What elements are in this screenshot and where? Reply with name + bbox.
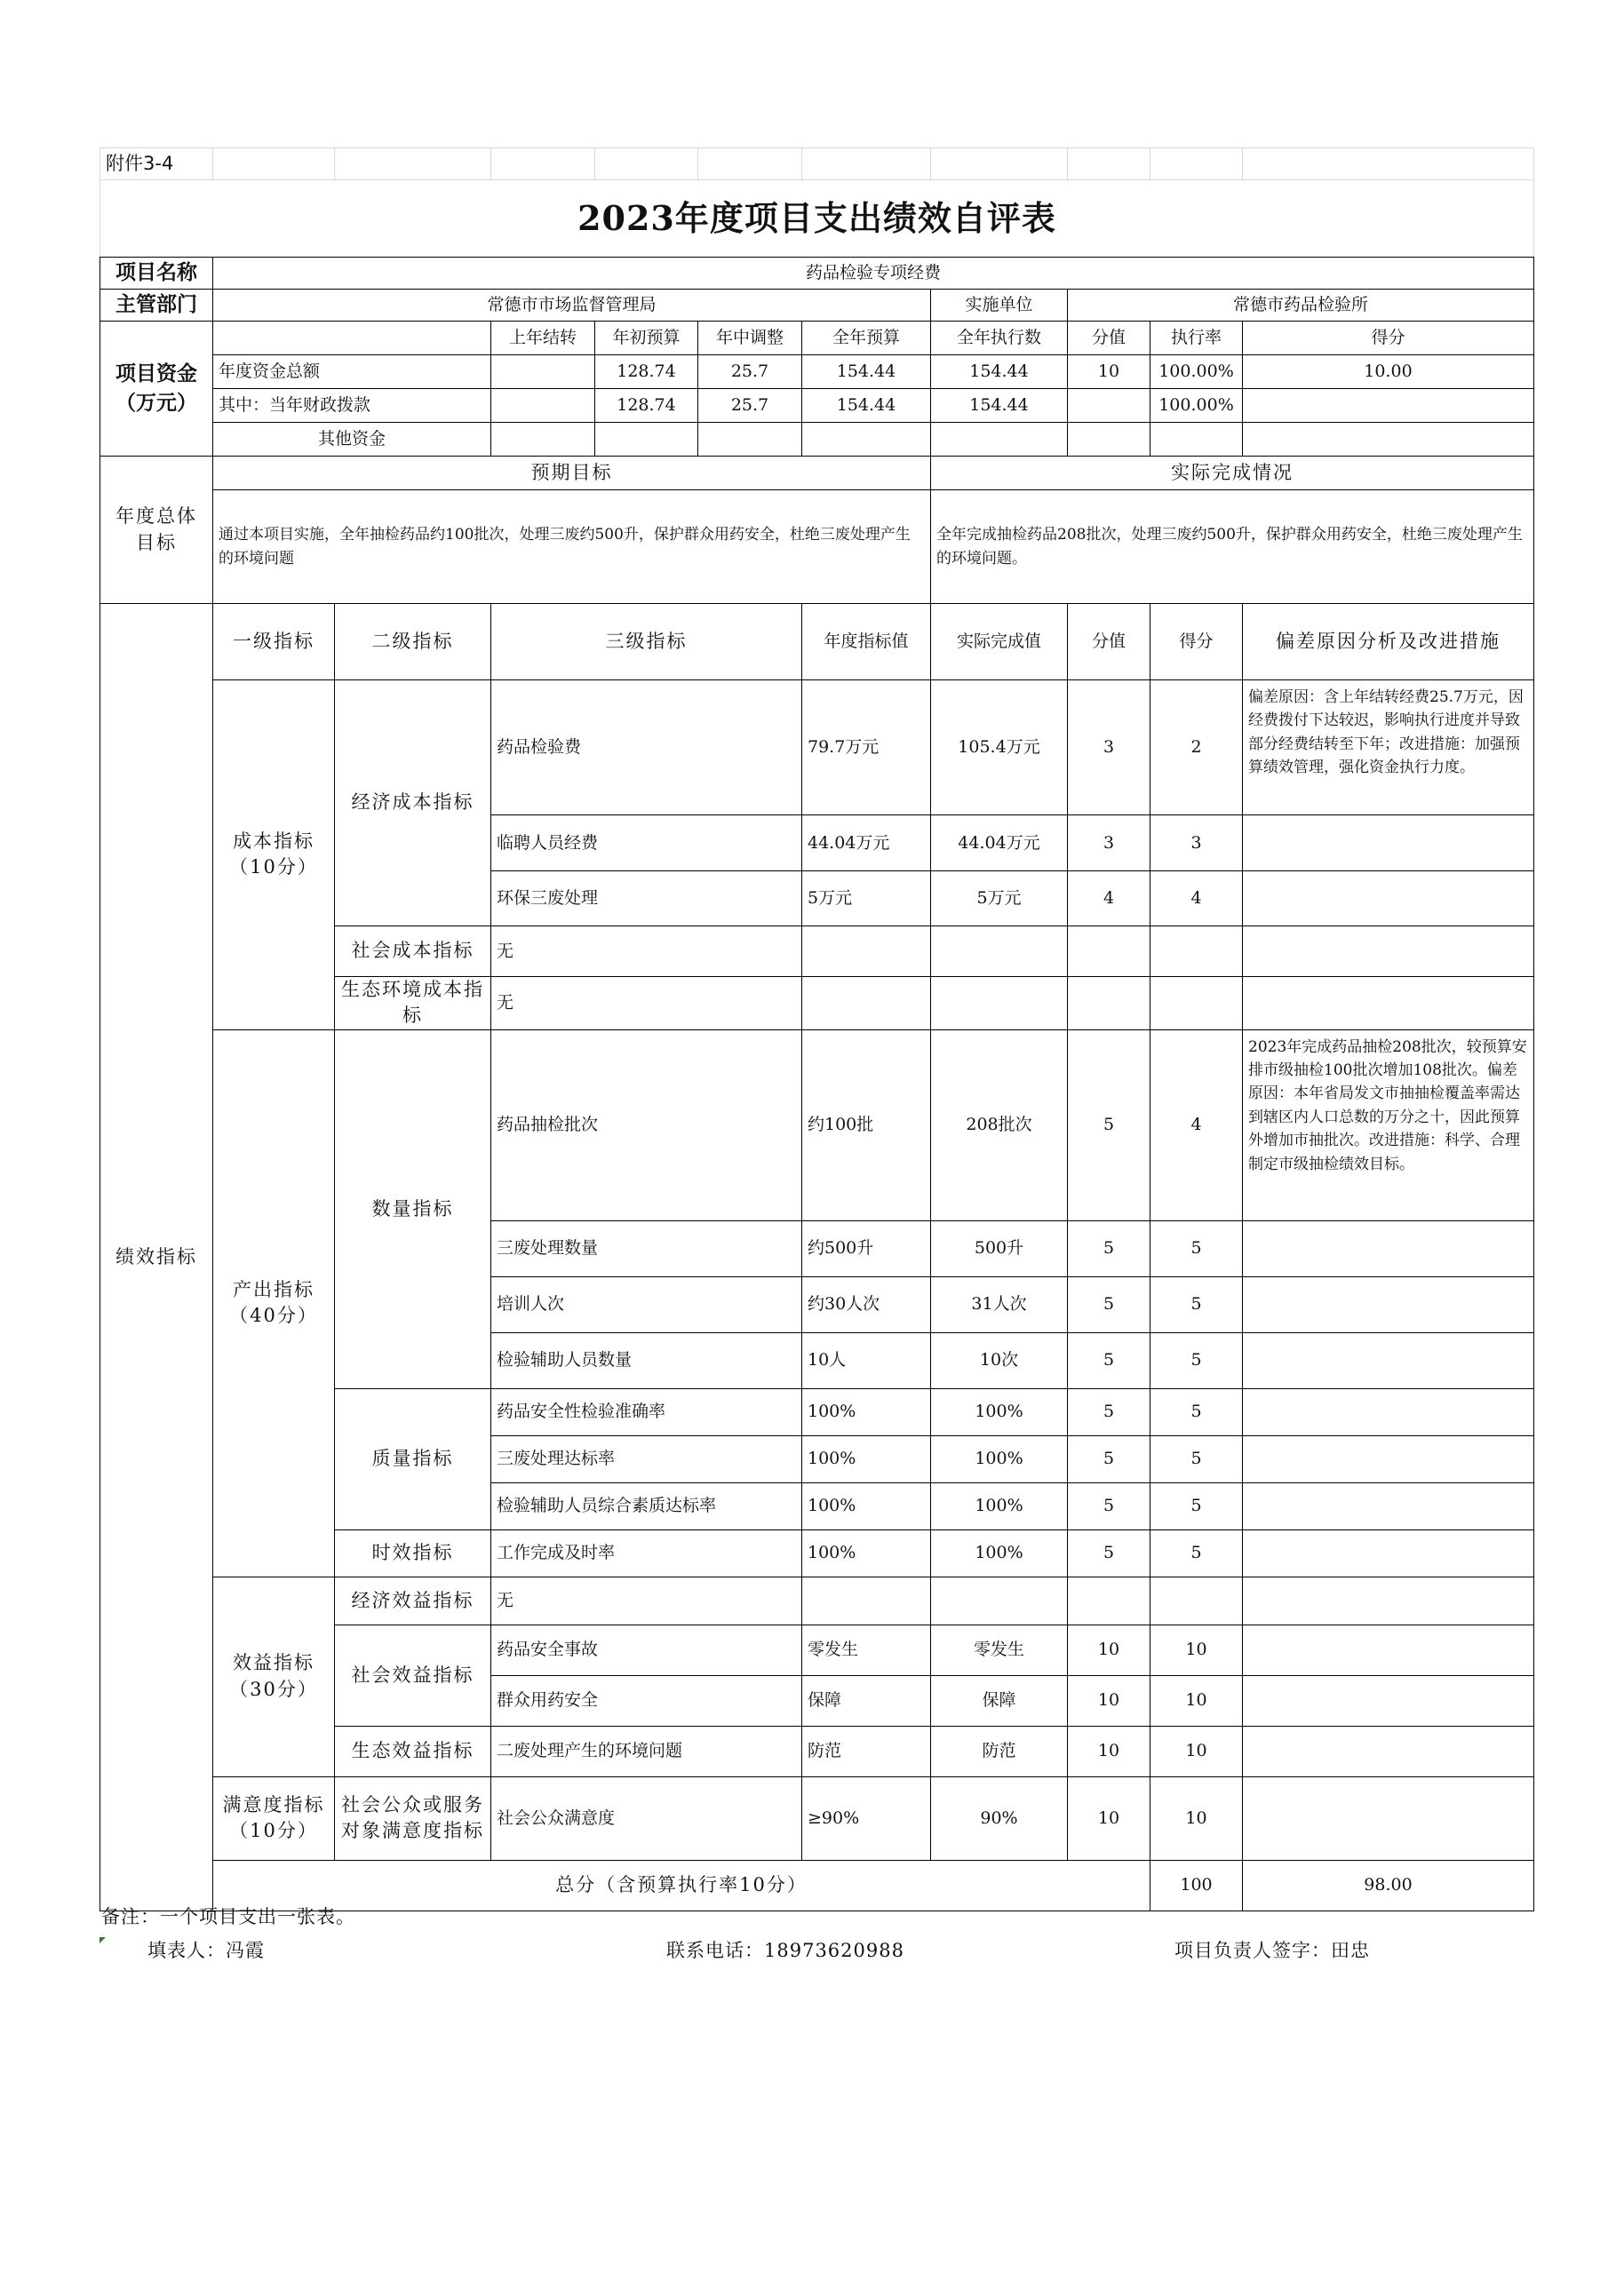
time-indicator-label: 时效指标 (335, 1529, 491, 1577)
funds-header: 上年结转 (491, 322, 595, 355)
unit-value: 常德市药品检验所 (1068, 290, 1534, 322)
funds-header: 全年预算 (802, 322, 931, 355)
footer-leader-signature: 项目负责人签字：田忠 (1174, 1940, 1370, 1961)
deviation-note: 偏差原因：含上年结转经费25.7万元，因经费拨付下达较迟，影响执行进度并导致部分经费结转至下年；改进措施：加强预算绩效管理，强化资金执行力度。 (1243, 680, 1534, 815)
social-cost-label: 社会成本指标 (335, 926, 491, 977)
table-row: 临聘人员经费 44.04万元 44.04万元 3 3 (100, 815, 1534, 871)
project-name-label: 项目名称 (100, 258, 213, 290)
table-row: 满意度指标（10分） 社会公众或服务对象满意度指标 社会公众满意度 ≥90% 90% 10 10 (100, 1776, 1534, 1860)
quantity-indicator-label: 数量指标 (335, 1029, 491, 1388)
funds-header: 年中调整 (698, 322, 802, 355)
indicator-header: 二级指标 (335, 604, 491, 680)
dept-label: 主管部门 (100, 290, 213, 322)
funds-header: 分值 (1068, 322, 1150, 355)
table-row: 质量指标 药品安全性检验准确率 100% 100% 5 5 (100, 1388, 1534, 1435)
funds-row: 其他资金 (100, 423, 1534, 457)
funds-header: 执行率 (1150, 322, 1243, 355)
econ-benefit-label: 经济效益指标 (335, 1577, 491, 1625)
expected-goal-label: 预期目标 (213, 457, 931, 490)
table-row: 检验辅助人员数量 10人 10次 5 5 (100, 1332, 1534, 1388)
indicators-label: 绩效指标 (100, 604, 213, 1911)
footer-filler: 填表人：冯霞 (147, 1940, 265, 1961)
total-label: 总分（含预算执行率10分） (213, 1860, 1150, 1911)
social-benefit-label: 社会效益指标 (335, 1625, 491, 1726)
funds-row: 年度资金总额 128.74 25.7 154.44 154.44 10 100.00% 10.00 (100, 355, 1534, 389)
table-row: 环保三废处理 5万元 5万元 4 4 (100, 871, 1534, 926)
indicator-header: 年度指标值 (802, 604, 931, 680)
econ-cost-label: 经济成本指标 (335, 680, 491, 926)
actual-goal-label: 实际完成情况 (931, 457, 1534, 490)
table-row: 生态效益指标 二废处理产生的环境问题 防范 防范 10 10 (100, 1726, 1534, 1776)
total-score: 98.00 (1243, 1860, 1534, 1911)
benefit-indicator-label: 效益指标（30分） (213, 1577, 335, 1776)
funds-header: 年初预算 (595, 322, 698, 355)
table-row: 成本指标（10分） 经济成本指标 药品检验费 79.7万元 105.4万元 3 2 偏差原因：含上年结转经费25.7万元，因经费拨付下达较迟，影响执行进度并导致部分经费结转至下年；改进措施：加强预算绩效管理，强化资金执行力度。 (100, 680, 1534, 815)
output-indicator-label: 产出指标（40分） (213, 1029, 335, 1577)
footer-phone: 联系电话：18973620988 (666, 1940, 904, 1961)
attachment-label: 附件3-4 (100, 148, 213, 180)
table-row: 群众用药安全 保障 保障 10 10 (100, 1675, 1534, 1726)
page-title: 2023年度项目支出绩效自评表 (577, 198, 1056, 239)
eco-cost-label: 生态环境成本指标 (335, 977, 491, 1030)
satisfaction-sub-label: 社会公众或服务对象满意度指标 (335, 1776, 491, 1860)
table-row: 培训人次 约30人次 31人次 5 5 (100, 1276, 1534, 1332)
satisfaction-indicator-label: 满意度指标（10分） (213, 1776, 335, 1860)
indicator-header: 得分 (1150, 604, 1243, 680)
funds-header: 全年执行数 (931, 322, 1068, 355)
self-evaluation-sheet (100, 147, 1533, 1973)
project-name-value: 药品检验专项经费 (213, 258, 1534, 290)
table-row: 检验辅助人员综合素质达标率 100% 100% 5 5 (100, 1482, 1534, 1529)
dept-value: 常德市市场监督管理局 (213, 290, 931, 322)
funds-header: 得分 (1243, 322, 1534, 355)
quality-indicator-label: 质量指标 (335, 1388, 491, 1529)
footer-note: 备注：一个项目支出一张表。 (101, 1906, 355, 1927)
table-row: 社会效益指标 药品安全事故 零发生 零发生 10 10 (100, 1625, 1534, 1675)
table-row: 产出指标（40分） 数量指标 药品抽检批次 约100批 208批次 5 4 2023年完成药品抽检208批次，较预算安排市级抽检100批次增加108批次。偏差原因：本年省局发文市抽抽检覆盖率需达到辖区内人口总数的万分之十，因此预算外增加市抽批次。改进措施：科学、合理制定市级抽检绩效目标。 (100, 1029, 1534, 1220)
indicator-header: 三级指标 (491, 604, 802, 680)
indicator-header: 分值 (1068, 604, 1150, 680)
cost-indicator-label: 成本指标（10分） (213, 680, 335, 1030)
indicator-header: 一级指标 (213, 604, 335, 680)
table-row: 时效指标 工作完成及时率 100% 100% 5 5 (100, 1529, 1534, 1577)
table-row: 三废处理达标率 100% 100% 5 5 (100, 1435, 1534, 1482)
expected-goal-text: 通过本项目实施，全年抽检药品约100批次，处理三废约500升，保护群众用药安全，杜绝三废处理产生的环境问题 (213, 490, 931, 604)
deviation-note: 2023年完成药品抽检208批次，较预算安排市级抽检100批次增加108批次。偏差原因：本年省局发文市抽抽检覆盖率需达到辖区内人口总数的万分之十，因此预算外增加市抽批次。改进措施：科学、合理制定市级抽检绩效目标。 (1243, 1029, 1534, 1220)
indicator-header: 偏差原因分析及改进措施 (1243, 604, 1534, 680)
unit-label: 实施单位 (931, 290, 1068, 322)
cell-marker-icon (100, 1937, 106, 1943)
actual-goal-text: 全年完成抽检药品208批次，处理三废约500升，保护群众用药安全，杜绝三废处理产生的环境问题。 (931, 490, 1534, 604)
indicator-header: 实际完成值 (931, 604, 1068, 680)
evaluation-table (100, 147, 1534, 1911)
eco-benefit-label: 生态效益指标 (335, 1726, 491, 1776)
funds-label: 项目资金（万元） (100, 322, 213, 457)
table-row: 生态环境成本指标 无 (100, 977, 1534, 1030)
funds-row: 其中：当年财政拨款 128.74 25.7 154.44 154.44 100.00% (100, 389, 1534, 423)
table-row: 社会成本指标 无 (100, 926, 1534, 977)
total-weight: 100 (1150, 1860, 1243, 1911)
table-row: 效益指标（30分） 经济效益指标 无 (100, 1577, 1534, 1625)
goals-label: 年度总体目标 (100, 457, 213, 604)
table-row: 三废处理数量 约500升 500升 5 5 (100, 1220, 1534, 1276)
